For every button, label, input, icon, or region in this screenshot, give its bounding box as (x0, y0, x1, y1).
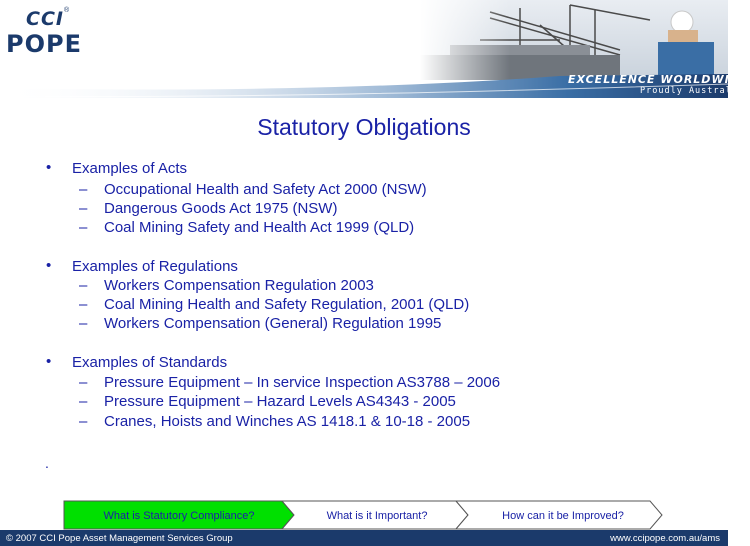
list-item (79, 413, 471, 430)
list-item (79, 277, 374, 294)
dash-icon: – (79, 219, 88, 236)
slide-title: Statutory Obligations (257, 114, 471, 140)
list-item (79, 374, 501, 391)
list-item-text: Coal Mining Safety and Health Act 1999 (QLD) (104, 219, 415, 236)
bullet-dot-icon: • (46, 159, 52, 176)
list-item (79, 181, 427, 198)
list-item-text: Cranes, Hoists and Winches AS 1418.1 & 10-18 - 2005 (104, 413, 471, 430)
bullet-label: Examples of Standards (72, 354, 228, 371)
dash-icon: – (79, 200, 88, 217)
list-item-text: Coal Mining Health and Safety Regulation, 2001 (QLD) (104, 296, 470, 313)
nav-step-importance[interactable]: What is it Important? (326, 510, 428, 522)
nav-step-statutory-compliance[interactable]: What is Statutory Compliance? (103, 510, 255, 522)
dash-icon: – (79, 413, 88, 430)
list-item-text: Workers Compensation Regulation 2003 (104, 277, 374, 294)
registered-mark: ® (64, 7, 70, 14)
dash-icon: – (79, 393, 88, 410)
bullet-label: Examples of Regulations (72, 258, 238, 275)
bullet-dot-icon: • (46, 257, 52, 274)
cci-pope-logo (6, 8, 86, 58)
list-item (79, 296, 470, 313)
dash-icon: – (79, 181, 88, 198)
list-item-text: Pressure Equipment – Hazard Levels AS4343 - 2005 (104, 393, 456, 410)
logo-pope-text: POPE (6, 30, 82, 58)
dash-icon: – (79, 315, 88, 332)
list-item (79, 200, 338, 217)
list-item-text: Pressure Equipment – In service Inspection AS3788 – 2006 (104, 374, 501, 391)
list-item-text: Dangerous Goods Act 1975 (NSW) (104, 200, 338, 217)
footer-copyright: © 2007 CCI Pope Asset Management Services Group (6, 533, 233, 544)
dash-icon: – (79, 277, 88, 294)
tagline-proudly-australian: Proudly Australian (640, 86, 750, 96)
dash-icon: – (79, 296, 88, 313)
stray-dot-text: . (45, 455, 49, 471)
list-item-text: Occupational Health and Safety Act 2000 (NSW) (104, 181, 427, 198)
tagline-excellence-worldwide: EXCELLENCE WORLDWIDE (568, 73, 749, 86)
dash-icon: – (79, 374, 88, 391)
bullet-label: Examples of Acts (72, 160, 188, 177)
bullet-acts (46, 159, 188, 177)
list-item (79, 393, 456, 410)
industrial-crane-photo (420, 0, 728, 80)
logo-cci-text: CCI (26, 8, 64, 30)
bullet-regulations (46, 257, 238, 275)
list-item (79, 315, 442, 332)
list-item-text: Workers Compensation (General) Regulation 1995 (104, 315, 442, 332)
list-item (79, 219, 415, 236)
nav-step-improvement[interactable]: How can it be Improved? (502, 510, 624, 522)
bullet-dot-icon: • (46, 353, 52, 370)
footer-url-link[interactable]: www.ccipope.com.au/ams (610, 533, 720, 544)
bullet-standards (46, 353, 228, 371)
slide-header (0, 0, 750, 103)
